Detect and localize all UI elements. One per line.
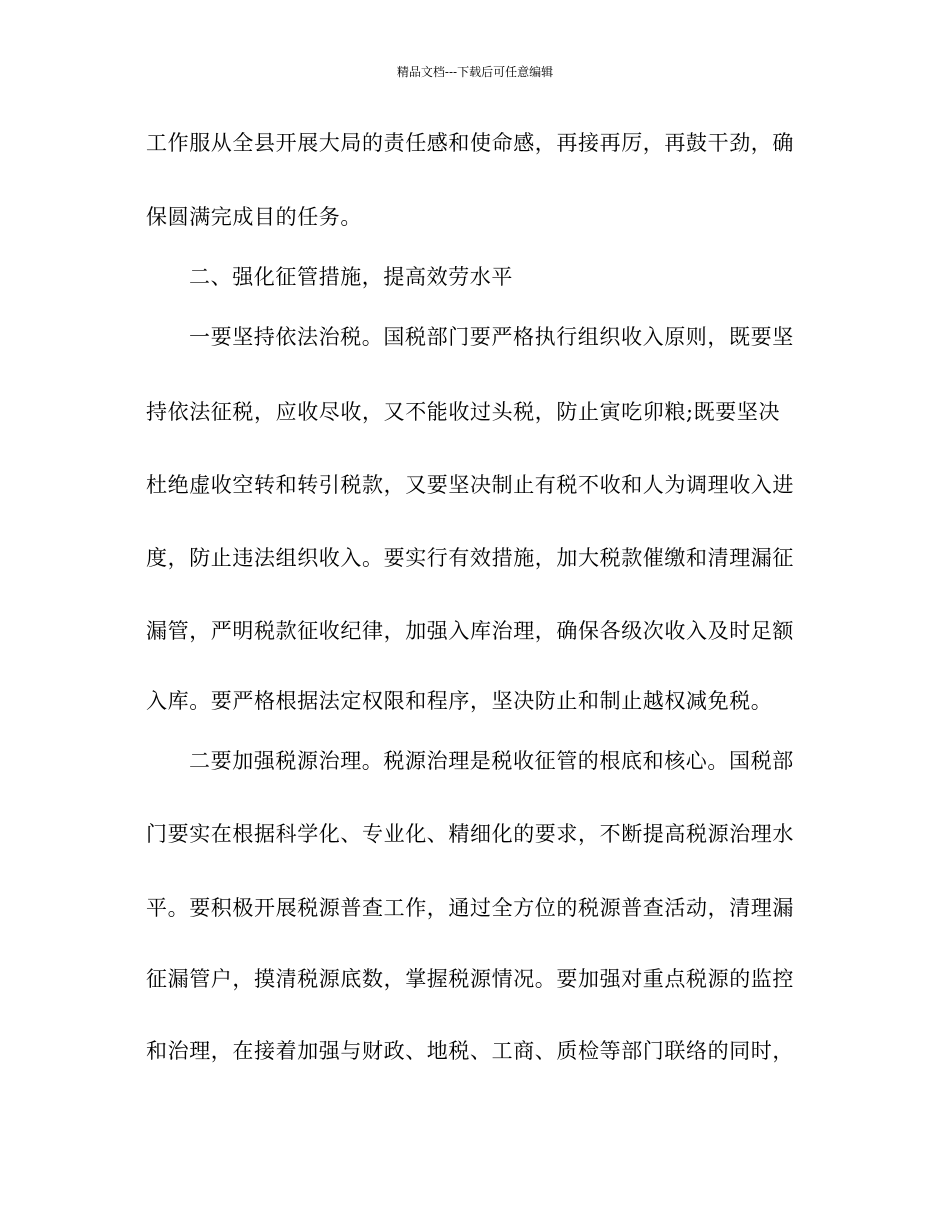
section-heading: 二、强化征管措施，提高效劳水平 — [189, 265, 513, 289]
body-line: 持依法征税，应收尽收，又不能收过头税，防止寅吃卯粮;既要坚决 — [146, 400, 781, 424]
body-line: 度，防止违法组织收入。要实行有效措施，加大税款催缴和清理漏征 — [146, 546, 794, 570]
body-line: 杜绝虚收空转和转引税款，又要坚决制止有税不收和人为调理收入进 — [146, 473, 794, 497]
body-line: 工作服从全县开展大局的责任感和使命感，再接再厉，再鼓干劲，确 — [146, 131, 794, 155]
paragraph-first-line: 二要加强税源治理。税源治理是税收征管的根底和核心。国税部 — [189, 749, 794, 773]
body-line: 门要实在根据科学化、专业化、精细化的要求，不断提高税源治理水 — [146, 822, 794, 846]
body-line: 和治理，在接着加强与财政、地税、工商、质检等部门联络的同时， — [146, 1039, 794, 1063]
body-line: 保圆满完成目的任务。 — [146, 205, 362, 229]
paragraph-first-line: 一要坚持依法治税。国税部门要严格执行组织收入原则，既要坚 — [189, 325, 794, 349]
body-line: 征漏管户，摸清税源底数，掌握税源情况。要加强对重点税源的监控 — [146, 967, 794, 991]
body-line: 平。要积极开展税源普查工作，通过全方位的税源普查活动，清理漏 — [146, 896, 794, 920]
page-header: 精品文档---下载后可任意编辑 — [396, 65, 554, 79]
body-line: 漏管，严明税款征收纪律，加强入库治理，确保各级次收入及时足额 — [146, 619, 794, 643]
body-line: 入库。要严格根据法定权限和程序，坚决防止和制止越权减免税。 — [146, 689, 773, 713]
